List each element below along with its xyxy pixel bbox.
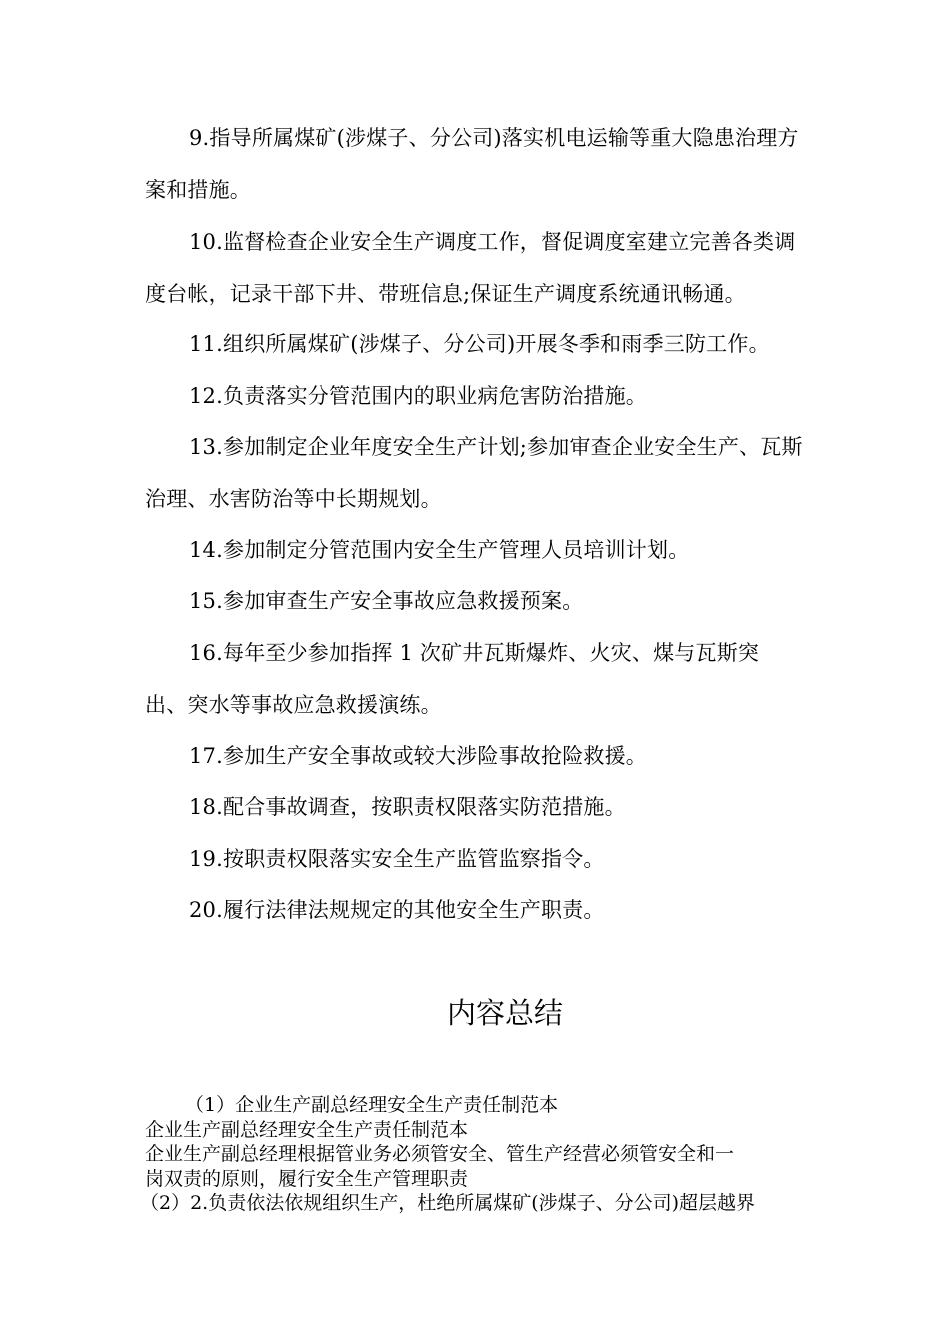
summary-block [140, 1093, 825, 1216]
paragraph-item-15: 15.参加审查生产安全事故应急救援预案。 [189, 589, 584, 613]
summary-line: （2）2.负责依法依规组织生产，杜绝所属煤矿(涉煤子、分公司)超层越界 [140, 1192, 756, 1214]
summary-line: 企业生产副总经理根据管业务必须管安全、管生产经营必须管安全和一 [145, 1143, 735, 1165]
paragraph-item-13: 13.参加制定企业年度安全生产计划;参加审查企业安全生产、瓦斯治理、水害防治等中长期规划。 [145, 435, 803, 511]
paragraph-item-18: 18.配合事故调查，按职责权限落实防范措施。 [189, 795, 626, 819]
summary-heading: 内容总结 [446, 996, 563, 1030]
paragraph-item-20: 20.履行法律法规规定的其他安全生产职责。 [189, 898, 605, 922]
paragraph-item-16: 16.每年至少参加指挥 1 次矿井瓦斯爆炸、火灾、煤与瓦斯突出、突水等事故应急救援演练。 [145, 641, 760, 717]
paragraph-item-17: 17.参加生产安全事故或较大涉险事故抢险救援。 [189, 744, 647, 768]
paragraph-item-12: 12.负责落实分管范围内的职业病危害防治措施。 [189, 384, 647, 408]
summary-line: 岗双责的原则，履行安全生产管理职责 [145, 1167, 469, 1190]
summary-line: （1）企业生产副总经理安全生产责任制范本 [185, 1094, 559, 1116]
summary-line: 企业生产副总经理安全生产责任制范本 [145, 1118, 469, 1141]
paragraph-item-10: 10.监督检查企业安全生产调度工作，督促调度室建立完善各类调度台帐，记录干部下井、带班信息;保证生产调度系统通讯畅通。 [145, 230, 796, 306]
paragraph-item-11: 11.组织所属煤矿(涉煤子、分公司)开展冬季和雨季三防工作。 [189, 332, 770, 356]
paragraph-item-19: 19.按职责权限落实安全生产监管监察指令。 [189, 847, 605, 871]
paragraph-item-9: 9.指导所属煤矿(涉煤子、分公司)落实机电运输等重大隐患治理方案和措施。 [145, 126, 799, 202]
paragraph-item-14: 14.参加制定分管范围内安全生产管理人员培训计划。 [189, 538, 690, 562]
